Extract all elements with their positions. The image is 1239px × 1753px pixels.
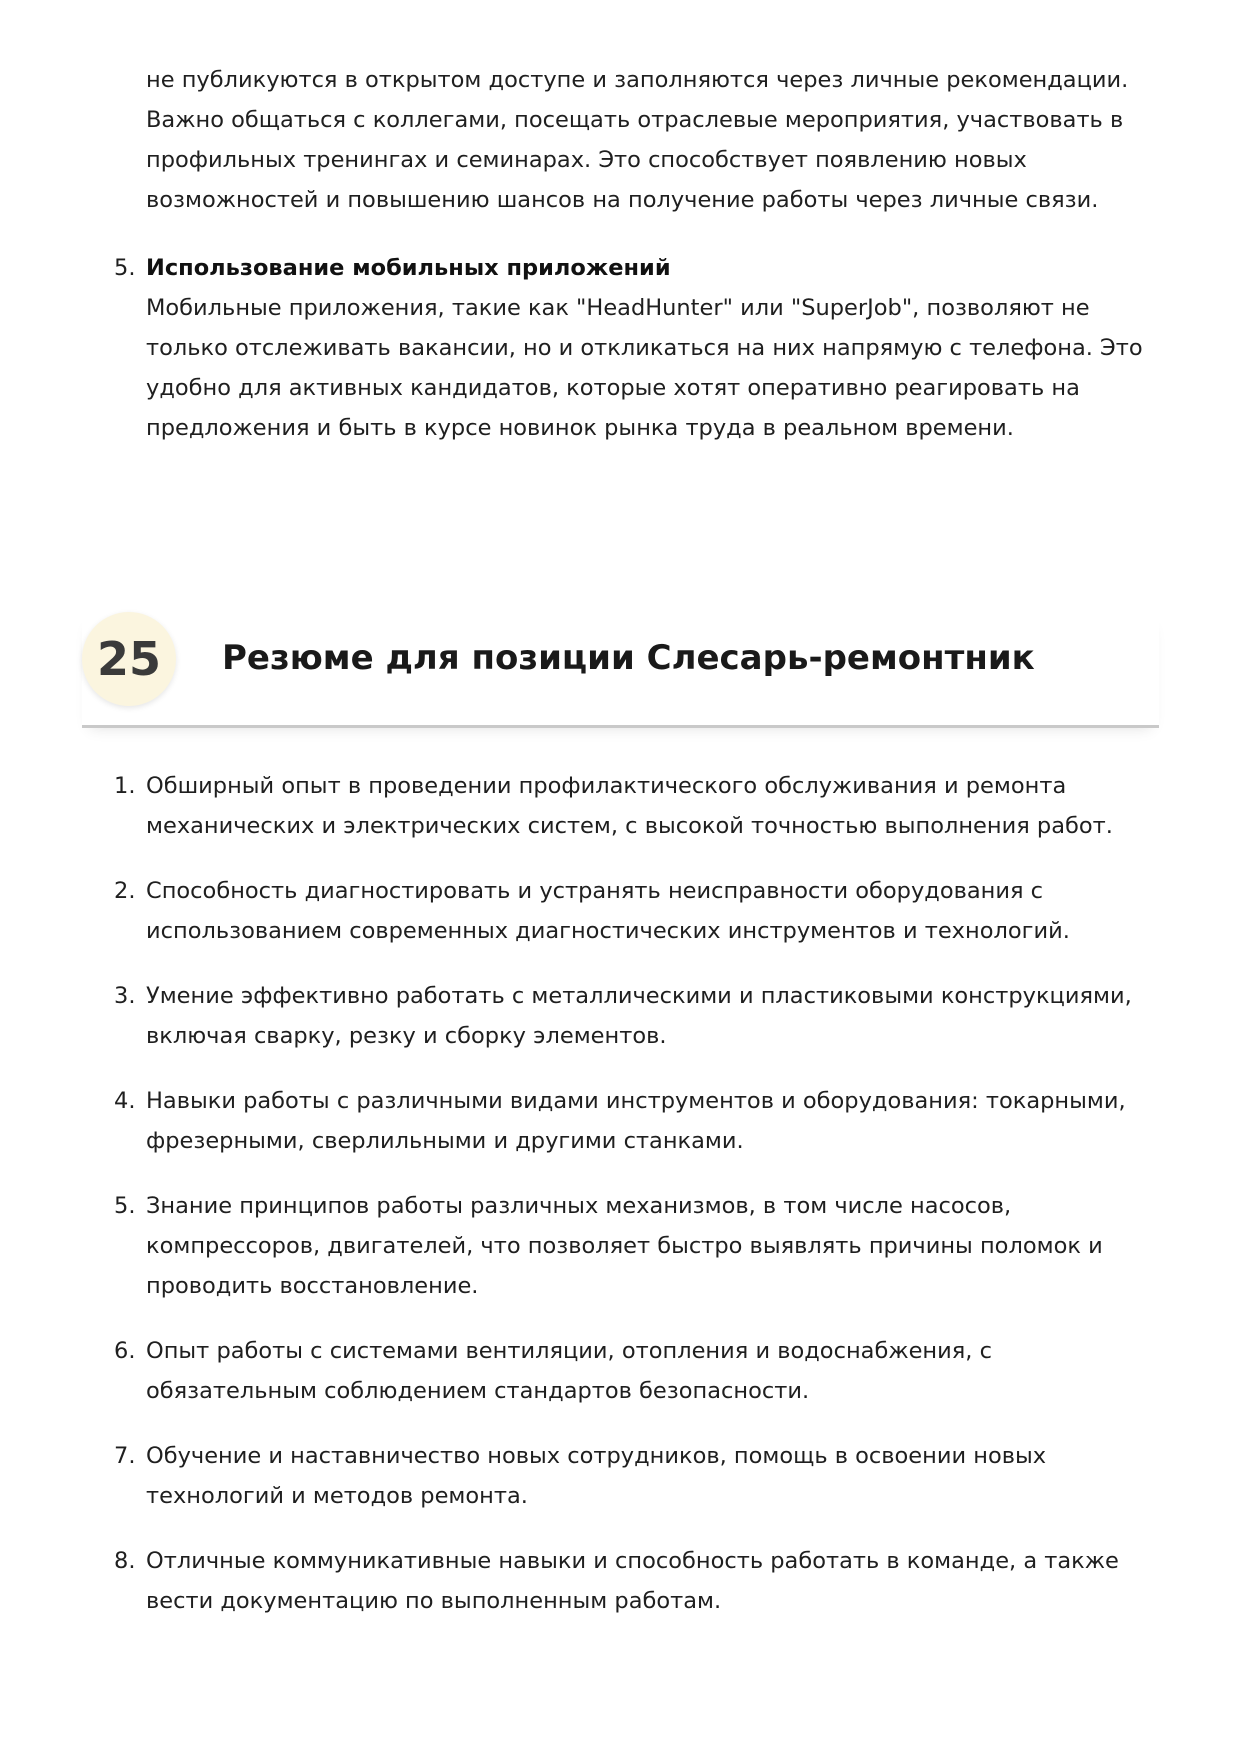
list-item-text: Обучение и наставничество новых сотрудников, помощь в освоении новых технологий и методов ремонта. — [146, 1443, 1047, 1509]
list-item-text: Умение эффективно работать с металлическими и пластиковыми конструкциями, включая сварку, резку и сборку элементов. — [146, 983, 1132, 1049]
list-item-text: Знание принципов работы различных механизмов, в том числе насосов, компрессоров, двигателей, что позволяет быстро выявлять причины поломок и проводить восстановление. — [146, 1193, 1103, 1299]
list-item-number: 7. — [114, 1443, 136, 1469]
list-item — [114, 1186, 1156, 1306]
list-item-number: 4. — [114, 1088, 136, 1114]
list-item-text: Навыки работы с различными видами инструментов и оборудования: токарными, фрезерными, сверлильными и другими станками. — [146, 1088, 1126, 1154]
list-item — [114, 766, 1156, 846]
list-item-text: Способность диагностировать и устранять неисправности оборудования с использованием современных диагностических инструментов и технологий. — [146, 878, 1070, 944]
list-item-number: 8. — [114, 1548, 136, 1574]
list-item-title: Использование мобильных приложений — [146, 255, 671, 281]
list-item-number: 3. — [114, 983, 136, 1009]
section-header — [82, 612, 1159, 728]
intro-paragraph: не публикуются в открытом доступе и заполняются через личные рекомендации. Важно общаться с коллегами, посещать отраслевые мероприятия, участвовать в профильных тренингах и семинарах. Это способствует появлению новых возможностей и повышению шансов на получение работы через личные связи. — [146, 67, 1129, 213]
list-item-number: 5. — [114, 255, 136, 281]
list-item-mobile-apps — [114, 248, 1156, 448]
list-item — [114, 1436, 1156, 1516]
list-item-text: Мобильные приложения, такие как "HeadHunter" или "SuperJob", позволяют не только отслеживать вакансии, но и откликаться на них напрямую с телефона. Это удобно для активных кандидатов, которые хотят оперативно реагировать на предложения и быть в курсе новинок рынка труда в реальном времени. — [146, 295, 1143, 441]
section-number-badge: 25 — [82, 612, 176, 706]
resume-list — [114, 766, 1156, 1646]
list-item-text: Опыт работы с системами вентиляции, отопления и водоснабжения, с обязательным соблюдением стандартов безопасности. — [146, 1338, 992, 1404]
list-item — [114, 976, 1156, 1056]
list-item-number: 6. — [114, 1338, 136, 1364]
list-item — [114, 871, 1156, 951]
section-title: Резюме для позиции Слесарь-ремонтник — [222, 638, 1035, 678]
list-item-text: Обширный опыт в проведении профилактического обслуживания и ремонта механических и электрических систем, с высокой точностью выполнения работ. — [146, 773, 1113, 839]
list-item-number: 2. — [114, 878, 136, 904]
list-item — [114, 1331, 1156, 1411]
list-item-text: Отличные коммуникативные навыки и способность работать в команде, а также вести документацию по выполненным работам. — [146, 1548, 1119, 1614]
list-item — [114, 1541, 1156, 1621]
list-item-number: 1. — [114, 773, 136, 799]
list-item — [114, 1081, 1156, 1161]
list-item-number: 5. — [114, 1193, 136, 1219]
